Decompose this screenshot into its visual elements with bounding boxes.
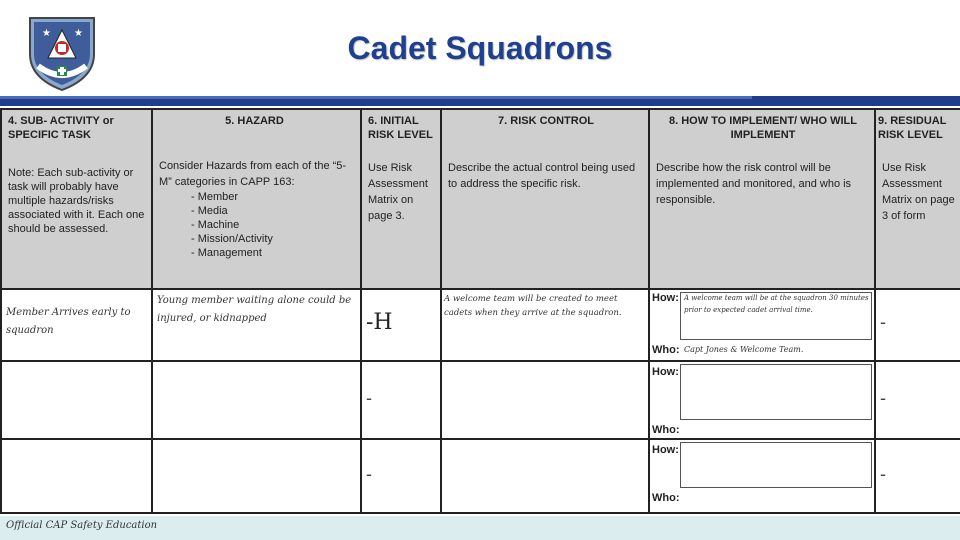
who-label: Who: xyxy=(652,424,680,436)
header-implement xyxy=(649,109,875,289)
hazard-category: - Management xyxy=(191,247,262,259)
hazard-category: - Member xyxy=(191,191,239,203)
header-note: Note: Each sub-activity or task will probably have multiple hazards/risks associated with it. Each one should be assessed. xyxy=(8,167,145,235)
header-note: Describe the actual control being used to address the specific risk. xyxy=(448,162,636,190)
residual-risk-value: - xyxy=(880,312,886,332)
header-title: 5. HAZARD xyxy=(225,115,284,127)
how-label: How: xyxy=(652,366,679,378)
who-text: Capt Jones & Welcome Team. xyxy=(684,345,804,354)
table-row xyxy=(1,361,960,439)
risk-control-cell[interactable] xyxy=(441,361,649,439)
risk-worksheet xyxy=(0,108,960,516)
header-note: Use Risk Assessment Matrix on page 3. xyxy=(368,162,428,222)
header-hazard xyxy=(152,109,361,289)
task-cell[interactable] xyxy=(1,289,152,361)
header-note: Use Risk Assessment Matrix on page 3 of form xyxy=(882,162,955,222)
task-text xyxy=(2,362,151,374)
how-label: How: xyxy=(652,444,679,456)
residual-risk-cell[interactable] xyxy=(875,361,960,439)
table-row xyxy=(1,289,960,361)
initial-risk-cell[interactable] xyxy=(361,289,441,361)
header-title: 8. HOW TO IMPLEMENT/ WHO WILL IMPLEMENT xyxy=(668,115,857,141)
control-text xyxy=(442,362,648,374)
hazard-category: - Machine xyxy=(191,219,240,231)
task-cell[interactable] xyxy=(1,361,152,439)
risk-control-cell[interactable] xyxy=(441,439,649,513)
hazard-text xyxy=(153,440,360,452)
header-residual-risk xyxy=(875,109,960,289)
initial-risk-value: - xyxy=(366,388,372,408)
initial-risk-cell[interactable] xyxy=(361,439,441,513)
hazard-category: - Media xyxy=(191,205,228,217)
hazard-cell[interactable] xyxy=(152,289,361,361)
how-box[interactable] xyxy=(680,442,872,488)
header-note: Consider Hazards from each of the “5-M” categories in CAPP 163: xyxy=(159,160,347,188)
table-row xyxy=(1,439,960,513)
hazard-category: - Mission/Activity xyxy=(191,233,273,245)
header-note: Describe how the risk control will be implemented and monitored, and who is responsible. xyxy=(656,162,852,206)
hazard-cell[interactable] xyxy=(152,361,361,439)
implement-cell[interactable] xyxy=(649,439,875,513)
header-sub-activity xyxy=(1,109,152,289)
title-divider-bar xyxy=(0,96,960,106)
header-title: 4. SUB- ACTIVITY or SPECIFIC TASK xyxy=(8,115,114,141)
header-title: 7. RISK CONTROL xyxy=(498,115,594,127)
how-label: How: xyxy=(652,292,679,304)
who-label: Who: xyxy=(652,344,680,356)
risk-control-cell[interactable] xyxy=(441,289,649,361)
risk-table xyxy=(0,108,960,514)
task-text xyxy=(2,440,151,452)
initial-risk-cell[interactable] xyxy=(361,361,441,439)
control-text xyxy=(442,440,648,452)
how-text: A welcome team will be at the squadron 30 minutes prior to expected cadet arrival time. xyxy=(684,294,869,314)
header-title: 9. RESIDUAL RISK LEVEL xyxy=(878,115,947,141)
hazard-text xyxy=(153,362,360,374)
residual-risk-value: - xyxy=(880,388,886,408)
header-initial-risk xyxy=(361,109,441,289)
initial-risk-value: -H xyxy=(366,310,393,335)
how-box[interactable] xyxy=(680,364,872,420)
header-risk-control xyxy=(441,109,649,289)
hazard-category-list xyxy=(153,190,360,260)
residual-risk-cell[interactable] xyxy=(875,289,960,361)
residual-risk-value: - xyxy=(880,464,886,484)
hazard-text: Young member waiting alone could be injured, or kidnapped xyxy=(157,295,352,324)
initial-risk-value: - xyxy=(366,464,372,484)
page-title: Cadet Squadrons xyxy=(347,30,613,66)
hazard-cell[interactable] xyxy=(152,439,361,513)
svg-text:★: ★ xyxy=(74,28,83,39)
header-row xyxy=(1,109,960,289)
residual-risk-cell[interactable] xyxy=(875,439,960,513)
svg-text:★: ★ xyxy=(42,28,51,39)
implement-cell[interactable] xyxy=(649,361,875,439)
header-title: 6. INITIAL RISK LEVEL xyxy=(368,115,433,141)
who-label: Who: xyxy=(652,492,680,504)
implement-cell[interactable] xyxy=(649,289,875,361)
task-cell[interactable] xyxy=(1,439,152,513)
task-text: Member Arrives early to squadron xyxy=(6,307,131,336)
footer-text: Official CAP Safety Education xyxy=(6,520,158,531)
control-text: A welcome team will be created to meet cadets when they arrive at the squadron. xyxy=(444,294,622,318)
